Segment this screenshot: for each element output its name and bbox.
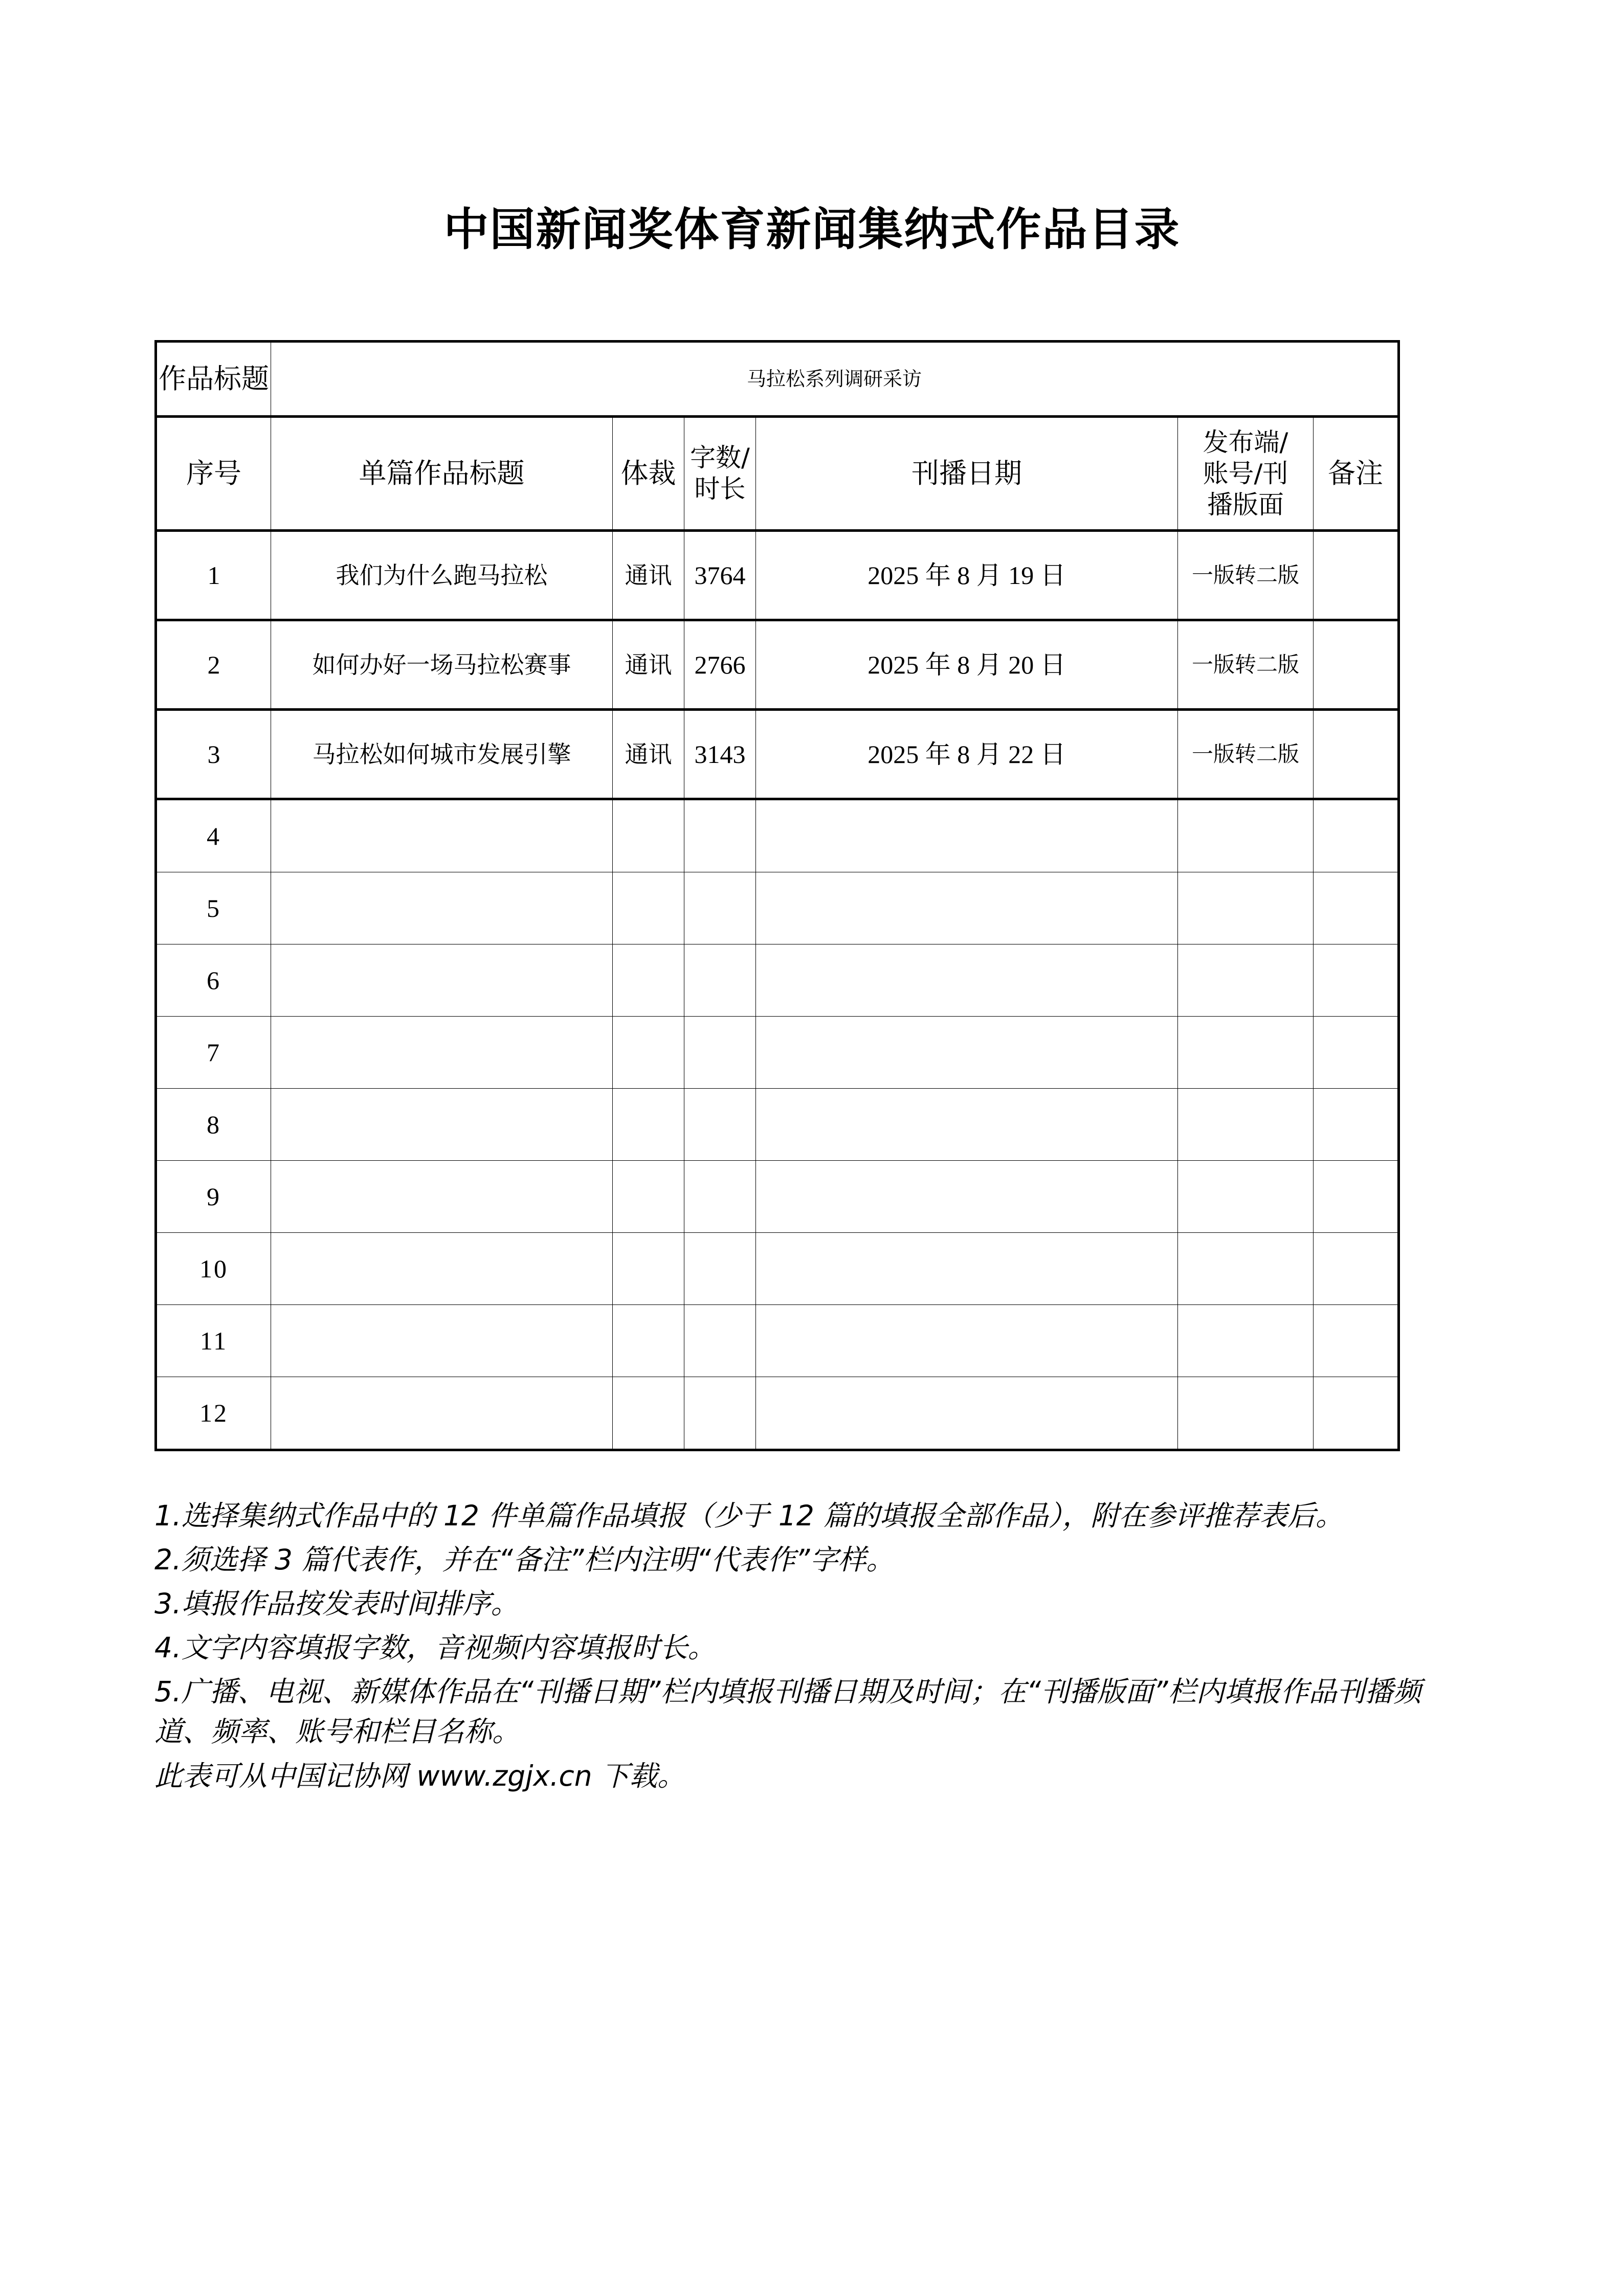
cell-piece-title[interactable]: 如何办好一场马拉松赛事 — [271, 620, 613, 710]
column-header-date: 刊播日期 — [756, 417, 1178, 531]
cell-genre[interactable] — [613, 799, 684, 872]
cell-count[interactable] — [684, 1161, 756, 1233]
cell-remark[interactable] — [1314, 1017, 1399, 1089]
cell-publish[interactable] — [1178, 1161, 1314, 1233]
cell-publish[interactable] — [1178, 1017, 1314, 1089]
cell-count[interactable] — [684, 1089, 756, 1161]
footnote-2: 2.须选择 3 篇代表作，并在“备注”栏内注明“代表作”字样。 — [154, 1543, 895, 1577]
work-title-label: 作品标题 — [156, 342, 271, 417]
cell-date[interactable]: 2025 年 8 月 20 日 — [756, 620, 1178, 710]
work-title-row — [156, 342, 1399, 417]
cell-seq: 7 — [156, 1017, 271, 1089]
table-row — [156, 1377, 1399, 1450]
table-row — [156, 1017, 1399, 1089]
cell-genre[interactable] — [613, 1161, 684, 1233]
cell-piece-title[interactable]: 我们为什么跑马拉松 — [271, 531, 613, 620]
column-header-seq: 序号 — [156, 417, 271, 531]
column-header-count-line2: 时长 — [694, 474, 746, 504]
footnote-4: 4.文字内容填报字数，音视频内容填报时长。 — [154, 1631, 716, 1664]
table-row — [156, 872, 1399, 944]
footnote-1: 1.选择集纳式作品中的 12 件单篇作品填报（少于 12 篇的填报全部作品），附在参评推荐表后。 — [154, 1499, 1344, 1532]
work-title-value[interactable]: 马拉松系列调研采访 — [271, 342, 1399, 417]
cell-publish[interactable] — [1178, 1377, 1314, 1450]
table-row — [156, 1233, 1399, 1305]
footnotes — [154, 1496, 1423, 1800]
cell-count[interactable] — [684, 799, 756, 872]
cell-seq: 6 — [156, 944, 271, 1017]
cell-seq: 11 — [156, 1305, 271, 1377]
cell-publish[interactable] — [1178, 872, 1314, 944]
cell-remark[interactable] — [1314, 872, 1399, 944]
cell-piece-title[interactable] — [271, 1377, 613, 1450]
cell-count[interactable]: 3764 — [684, 531, 756, 620]
footnote-5: 5.广播、电视、新媒体作品在“刊播日期”栏内填报刊播日期及时间；在“刊播版面”栏内填报作品刊播频道、频率、账号和栏目名称。 — [154, 1675, 1421, 1748]
cell-date[interactable] — [756, 799, 1178, 872]
cell-genre[interactable] — [613, 872, 684, 944]
cell-remark[interactable] — [1314, 799, 1399, 872]
cell-count[interactable]: 3143 — [684, 710, 756, 799]
cell-genre[interactable] — [613, 1305, 684, 1377]
cell-publish[interactable]: 一版转二版 — [1178, 531, 1314, 620]
cell-piece-title[interactable] — [271, 872, 613, 944]
cell-publish[interactable] — [1178, 944, 1314, 1017]
column-header-count — [684, 417, 756, 531]
table-row — [156, 710, 1399, 799]
cell-date[interactable] — [756, 872, 1178, 944]
cell-remark[interactable] — [1314, 1305, 1399, 1377]
cell-seq: 4 — [156, 799, 271, 872]
cell-remark[interactable] — [1314, 531, 1399, 620]
cell-count[interactable] — [684, 872, 756, 944]
cell-remark[interactable] — [1314, 1233, 1399, 1305]
cell-count[interactable] — [684, 944, 756, 1017]
cell-date[interactable] — [756, 944, 1178, 1017]
cell-remark[interactable] — [1314, 710, 1399, 799]
cell-publish[interactable] — [1178, 799, 1314, 872]
column-header-genre: 体裁 — [613, 417, 684, 531]
cell-remark[interactable] — [1314, 620, 1399, 710]
cell-piece-title[interactable] — [271, 1089, 613, 1161]
table-row — [156, 1305, 1399, 1377]
cell-count[interactable] — [684, 1377, 756, 1450]
table-row — [156, 1089, 1399, 1161]
cell-date[interactable] — [756, 1161, 1178, 1233]
cell-publish[interactable] — [1178, 1305, 1314, 1377]
cell-remark[interactable] — [1314, 944, 1399, 1017]
cell-seq: 12 — [156, 1377, 271, 1450]
cell-seq: 9 — [156, 1161, 271, 1233]
column-header-publish — [1178, 417, 1314, 531]
column-header-remark: 备注 — [1314, 417, 1399, 531]
cell-seq: 1 — [156, 531, 271, 620]
cell-genre[interactable]: 通讯 — [613, 620, 684, 710]
column-header-count-line1: 字数/ — [690, 443, 750, 472]
cell-publish[interactable]: 一版转二版 — [1178, 710, 1314, 799]
cell-remark[interactable] — [1314, 1161, 1399, 1233]
table-row — [156, 620, 1399, 710]
cell-piece-title[interactable] — [271, 1305, 613, 1377]
table-row — [156, 799, 1399, 872]
table-header-row — [156, 417, 1399, 531]
cell-seq: 3 — [156, 710, 271, 799]
cell-count[interactable] — [684, 1233, 756, 1305]
cell-date[interactable] — [756, 1305, 1178, 1377]
cell-seq: 10 — [156, 1233, 271, 1305]
cell-seq: 8 — [156, 1089, 271, 1161]
cell-remark[interactable] — [1314, 1089, 1399, 1161]
cell-count[interactable] — [684, 1305, 756, 1377]
table-row — [156, 531, 1399, 620]
cell-genre[interactable] — [613, 1377, 684, 1450]
catalog-table-container — [154, 340, 1397, 1451]
cell-genre[interactable] — [613, 1089, 684, 1161]
column-header-piece-title: 单篇作品标题 — [271, 417, 613, 531]
cell-piece-title[interactable]: 马拉松如何城市发展引擎 — [271, 710, 613, 799]
catalog-table — [154, 340, 1400, 1451]
cell-remark[interactable] — [1314, 1377, 1399, 1450]
cell-date[interactable] — [756, 1233, 1178, 1305]
cell-piece-title[interactable] — [271, 1017, 613, 1089]
cell-genre[interactable]: 通讯 — [613, 710, 684, 799]
column-header-publish-line3: 播版面 — [1207, 489, 1284, 520]
cell-seq: 5 — [156, 872, 271, 944]
cell-genre[interactable] — [613, 1017, 684, 1089]
cell-count[interactable]: 2766 — [684, 620, 756, 710]
cell-genre[interactable] — [613, 1233, 684, 1305]
table-row — [156, 944, 1399, 1017]
cell-date[interactable]: 2025 年 8 月 19 日 — [756, 531, 1178, 620]
page-title: 中国新闻奖体育新闻集纳式作品目录 — [443, 203, 1181, 256]
cell-date[interactable]: 2025 年 8 月 22 日 — [756, 710, 1178, 799]
footnote-download-note: 此表可从中国记协网 www.zgjx.cn 下载。 — [154, 1759, 686, 1792]
cell-date[interactable] — [756, 1017, 1178, 1089]
cell-piece-title[interactable] — [271, 1233, 613, 1305]
cell-publish[interactable] — [1178, 1089, 1314, 1161]
cell-seq: 2 — [156, 620, 271, 710]
cell-publish[interactable] — [1178, 1233, 1314, 1305]
table-row — [156, 1161, 1399, 1233]
cell-genre[interactable] — [613, 944, 684, 1017]
cell-genre[interactable]: 通讯 — [613, 531, 684, 620]
cell-publish[interactable]: 一版转二版 — [1178, 620, 1314, 710]
cell-piece-title[interactable] — [271, 1161, 613, 1233]
cell-piece-title[interactable] — [271, 944, 613, 1017]
cell-date[interactable] — [756, 1089, 1178, 1161]
cell-date[interactable] — [756, 1377, 1178, 1450]
cell-count[interactable] — [684, 1017, 756, 1089]
footnote-3: 3.填报作品按发表时间排序。 — [154, 1587, 519, 1620]
column-header-publish-line1: 发布端/ — [1203, 427, 1288, 457]
cell-piece-title[interactable] — [271, 799, 613, 872]
column-header-publish-line2: 账号/刊 — [1203, 458, 1288, 488]
